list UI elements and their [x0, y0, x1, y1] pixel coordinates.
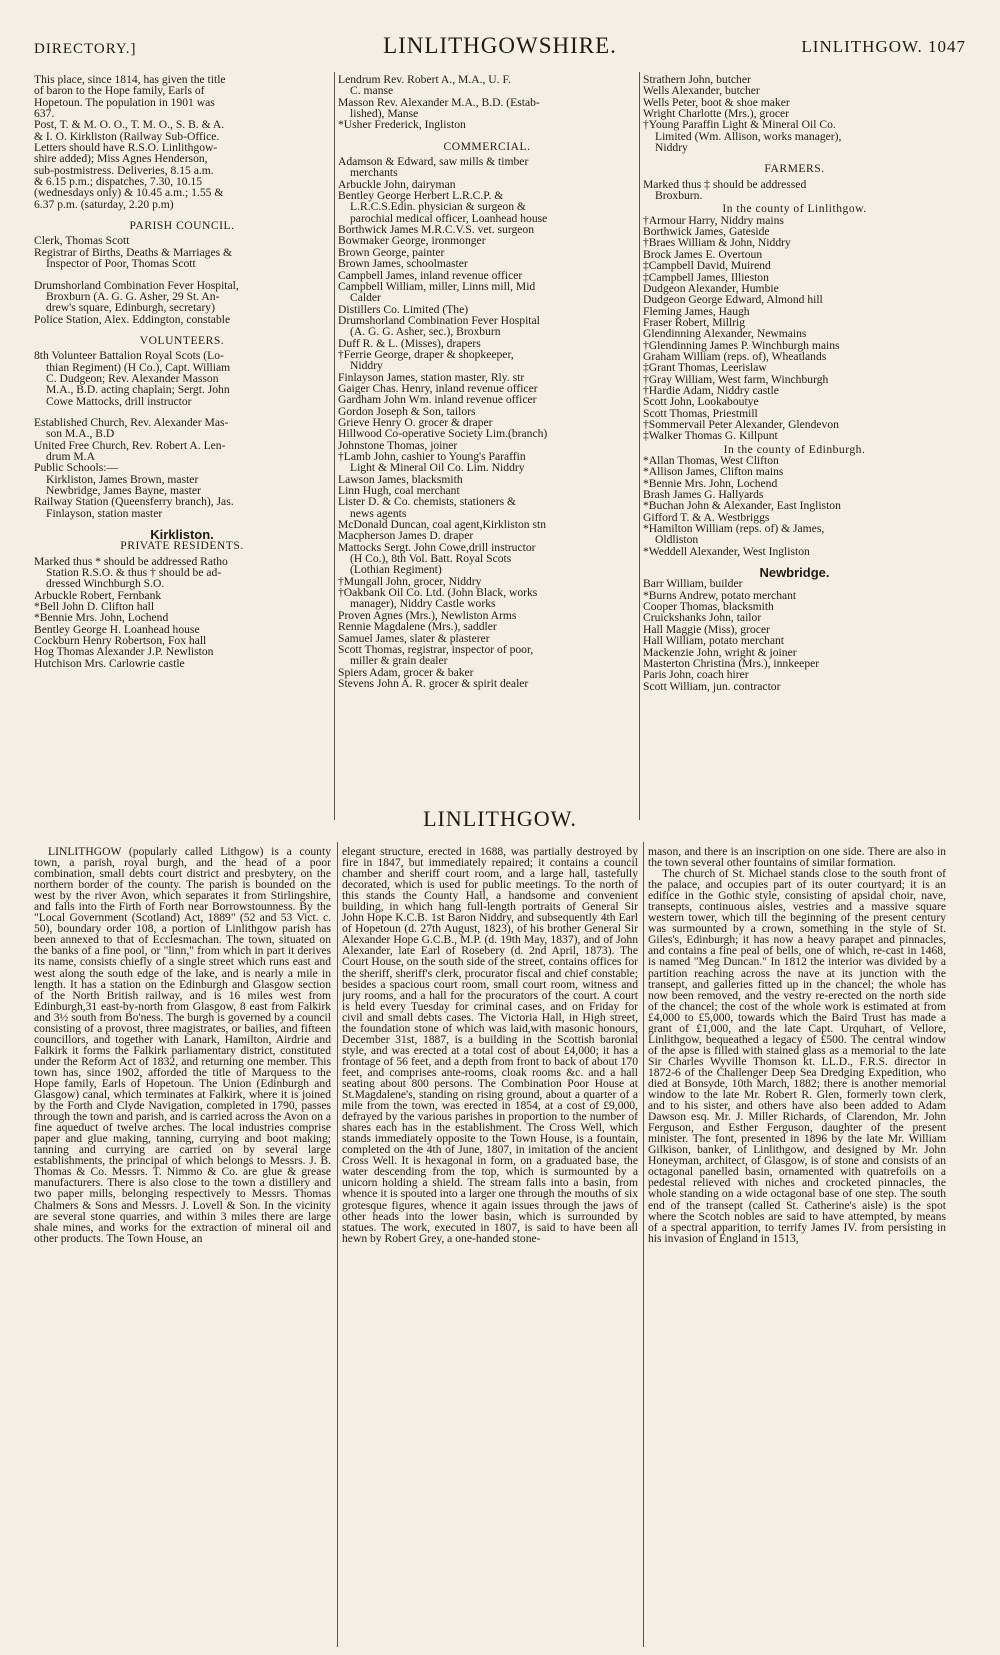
directory-line: Bentley George Herbert L.R.C.P. &	[338, 189, 504, 203]
parish-council-list	[34, 235, 330, 269]
commercial-heading: COMMERCIAL.	[443, 139, 531, 153]
directory-line: Barr William, builder	[643, 577, 743, 591]
directory-line: & 6.15 p.m.; dispatches, 7.30, 10.15	[34, 175, 203, 189]
column-rule	[643, 842, 644, 1647]
directory-line: Niddry	[350, 359, 383, 373]
directory-line: Dudgeon George Edward, Almond hill	[643, 293, 823, 307]
linlithgow-column-1	[34, 846, 331, 1646]
directory-line: Light & Mineral Oil Co. Lim. Niddry	[350, 461, 525, 475]
directory-line: Cruickshanks John, tailor	[643, 611, 762, 625]
directory-line: Kirkliston, James Brown, master	[46, 472, 199, 486]
farmers-linlithgow-list	[643, 215, 946, 442]
parish-council-heading: PARISH COUNCIL.	[129, 219, 235, 233]
directory-line: Scott Thomas, Priestmill	[643, 406, 758, 420]
directory-line: Masson Rev. Alexander M.A., B.D. (Estab-	[338, 95, 540, 109]
directory-line: Marked thus ‡ should be addressed	[643, 177, 807, 191]
directory-line: †Hardie Adam, Niddry castle	[643, 383, 779, 397]
directory-line: †Gray William, West farm, Winchburgh	[643, 372, 829, 386]
directory-line: drew's square, Edinburgh, secretary)	[46, 301, 215, 315]
directory-line: Dudgeon Alexander, Humbie	[643, 281, 779, 295]
directory-line: shire added); Miss Agnes Henderson,	[34, 152, 208, 166]
header-directory: DIRECTORY.]	[34, 41, 137, 57]
directory-line: Post, T. & M. O. O., T. M. O., S. B. & A.	[34, 118, 225, 132]
directory-line: Finlayson James, station master, Rly. str	[338, 370, 525, 384]
directory-line: *Weddell Alexander, West Ingliston	[643, 544, 810, 558]
directory-line: Stevens John A. R. grocer & spirit dealer	[338, 676, 529, 690]
directory-line: & I. O. Kirkliston (Railway Sub-Office.	[34, 129, 220, 143]
directory-line: Grieve Henry O. grocer & draper	[338, 415, 493, 429]
directory-line: †Oakbank Oil Co. Ltd. (John Black, works	[338, 586, 538, 600]
directory-line: Hopetoun. The population in 1901 was	[34, 95, 215, 109]
directory-line: United Free Church, Rev. Robert A. Len-	[34, 438, 226, 452]
directory-line: ‡Grant Thomas, Leerislaw	[643, 361, 767, 375]
directory-line: Borthwick James, Gateside	[643, 225, 770, 239]
directory-line: Hillwood Co-operative Society Lim.(branch)	[338, 427, 548, 441]
commercial-list	[338, 156, 636, 689]
directory-line: 8th Volunteer Battalion Royal Scots (Lo-	[34, 349, 224, 363]
directory-line: Brock James E. Overtoun	[643, 247, 763, 261]
directory-line: Duff R. & L. (Misses), drapers	[338, 336, 481, 350]
linlithgow-column-2	[342, 846, 638, 1646]
directory-line: Drumshorland Combination Fever Hospital	[338, 313, 540, 327]
directory-line: Registrar of Births, Deaths & Marriages &	[34, 245, 233, 259]
kirkliston-intro	[34, 74, 330, 210]
directory-line: Gardham John Wm. inland revenue officer	[338, 393, 537, 407]
farmers-note	[643, 179, 946, 202]
directory-line: Police Station, Alex. Eddington, constable	[34, 312, 231, 326]
directory-line: Johnstone Thomas, joiner	[338, 438, 458, 452]
directory-line: Hall William, potato merchant	[643, 634, 784, 648]
farmers-heading: FARMERS.	[764, 162, 825, 176]
directory-line: merchants	[350, 166, 398, 180]
directory-line: †Sommervail Peter Alexander, Glendevon	[643, 417, 839, 431]
directory-line: M.A., B.D. acting chaplain; Sergt. John	[46, 383, 230, 397]
directory-line: †Lamb John, cashier to Young's Paraffin	[338, 450, 526, 463]
kirkliston-column-2	[338, 74, 636, 822]
linlithgow-title: LINLITHGOW.	[423, 806, 577, 831]
churches-list	[34, 417, 330, 519]
directory-line: Paris John, coach hirer	[643, 668, 749, 682]
directory-line: ‡Campbell James, Illieston	[643, 270, 769, 284]
directory-line: Distillers Co. Limited (The)	[338, 302, 469, 316]
directory-line: Cowe Mattocks, drill instructor	[46, 394, 192, 408]
directory-line: Cooper Thomas, blacksmith	[643, 600, 774, 614]
header-town-page: LINLITHGOW. 1047	[801, 37, 966, 56]
directory-line: Lister D. & Co. chemists, stationers &	[338, 495, 517, 509]
directory-line: *Bennie Mrs. John, Lochend	[34, 611, 169, 625]
newbridge-heading: Newbridge.	[759, 565, 830, 581]
directory-line: Hall Maggie (Miss), grocer	[643, 622, 770, 636]
directory-line: Arbuckle John, dairyman	[338, 177, 456, 191]
directory-line: of baron to the Hope family, Earls of	[34, 84, 205, 98]
directory-line: Lendrum Rev. Robert A., M.A., U. F.	[338, 74, 511, 86]
directory-line: drum M.A	[46, 449, 95, 463]
directory-line: Gifford T. & A. Westbriggs	[643, 510, 770, 524]
directory-line: L.R.C.S.Edin. physician & surgeon &	[350, 200, 526, 214]
directory-line: (A. G. G. Asher, sec.), Broxburn	[350, 325, 501, 339]
linlithgow-column-3	[648, 846, 946, 1646]
directory-line: lished), Manse	[350, 107, 419, 121]
directory-line: 6.37 p.m. (saturday, 2.20 p.m)	[34, 197, 174, 211]
directory-line: Bentley George H. Loanhead house	[34, 622, 200, 636]
directory-line: manager), Niddry Castle works	[350, 597, 496, 611]
directory-line: Macpherson James D. draper	[338, 529, 474, 543]
directory-line: Campbell William, miller, Linns mill, Mid	[338, 279, 536, 293]
directory-line: Scott John, Lookaboutye	[643, 395, 759, 409]
kirkliston-column-3	[643, 74, 946, 822]
directory-line: Railway Station (Queensferry branch), Jas.	[34, 495, 234, 509]
directory-line: dressed Winchburgh S.O.	[46, 577, 165, 591]
directory-line: parochial medical officer, Loanhead house	[350, 211, 548, 225]
directory-line: miller & grain dealer	[350, 654, 448, 668]
farmers-edinburgh-list	[643, 455, 946, 557]
directory-line: Wells Alexander, butcher	[643, 84, 760, 98]
county-linlithgow-heading: In the county of Linlithgow.	[722, 202, 867, 216]
directory-line: Brash James G. Hallyards	[643, 488, 764, 502]
private-residents-heading: PRIVATE RESIDENTS.	[120, 539, 244, 553]
directory-line: Hutchison Mrs. Carlowrie castle	[34, 656, 185, 670]
volunteers-list	[34, 350, 330, 407]
directory-line: †Mungall John, grocer, Niddry	[338, 574, 482, 588]
directory-line: Mattocks Sergt. John Cowe,drill instructor	[338, 540, 536, 554]
directory-line: 637.	[34, 107, 55, 121]
commercial-continued-list	[643, 74, 946, 153]
directory-line: Glendinning Alexander, Newmains	[643, 327, 807, 341]
directory-line: McDonald Duncan, coal agent,Kirkliston stn	[338, 518, 546, 532]
directory-line: †Glendinning James P. Winchburgh mains	[643, 338, 840, 352]
directory-line: Wells Peter, boot & shoe maker	[643, 95, 790, 109]
directory-line: ‡Walker Thomas G. Killpunt	[643, 429, 778, 443]
directory-line: (wednesdays only) & 10.45 a.m.; 1.55 &	[34, 186, 224, 200]
newbridge-list	[643, 578, 946, 691]
directory-line: *Allison James, Clifton mains	[643, 465, 784, 479]
directory-line: Samuel James, slater & plasterer	[338, 631, 490, 645]
private-residents-list	[34, 556, 330, 669]
directory-line: Marked thus * should be addressed Ratho	[34, 554, 228, 568]
directory-line: Linn Hugh, coal merchant	[338, 484, 460, 498]
directory-line: Wright Charlotte (Mrs.), grocer	[643, 107, 790, 121]
directory-line: *Bennie Mrs. John, Lochend	[643, 476, 778, 490]
directory-line: Campbell James, inland revenue officer	[338, 268, 523, 282]
directory-line: Station R.S.O. & thus † should be ad-	[46, 566, 222, 580]
volunteers-heading: VOLUNTEERS.	[139, 333, 225, 347]
directory-line: Scott Thomas, registrar, inspector of poor,	[338, 642, 534, 656]
directory-line: Inspector of Poor, Thomas Scott	[46, 257, 196, 271]
directory-line: Oldliston	[655, 533, 699, 547]
directory-line: †Armour Harry, Niddry mains	[643, 213, 784, 227]
linlithgow-paragraph: mason, and there is an inscription on one side. There are also in the town several other fountains of similar formation.	[648, 846, 946, 870]
column-rule	[337, 842, 338, 1647]
directory-line: Gordon Joseph & Son, tailors	[338, 404, 476, 418]
directory-line: C. Dudgeon; Rev. Alexander Masson	[46, 371, 219, 385]
linlithgow-paragraph: LINLITHGOW (popularly called Lithgow) is a county town, a parish, royal burgh, and the head of a poor combination, small debts court district and presbytery, on the northern border of the county. The parish is bounded on the west by the river Avon, which separates it from Stirlingshire, and falls into the Firth of Forth near Borrowstounness. By the "Local Government (Scotland) Act, 1889" (52 and 53 Vict. c. 50), boundary order 108, a portion of Linlithgow parish has been annexed to that of Ecclesmachan. The town, situated on the banks of a fine pool, or "linn," from which in part it derives its name, consists chiefly of a single street which runs east and west along the south edge of the lake, and is nearly a mile in length. It has a station on the Edinburgh and Glasgow section of the North British railway, and is 16 miles west from Edinburgh,31 east-by-north from Glasgow, 8 east from Falkirk and 3½ south from Bo'ness. The burgh is governed by a council consisting of a provost, three magistrates, or bailies, and fifteen councillors, and together with Lanark, Hamilton, Airdrie and Falkirk it forms the Falkirk parliamentary district, constituted under the Reform Act of 1832, and returning one member. This town has, since 1902, afforded the title of Marquess to the Hope family, Earls of Hopetoun. The Union (Edinburgh and Glasgow) canal, which terminates at Falkirk, where it is joined by the Forth and Clyde Navigation, completed in 1790, passes through the town and parish, and is carried across the Avon on a fine aqueduct of twelve arches. The local industries comprise paper and glue making, tanning, currying and boot making; tanning and currying are carried on by several large establishments, the principal of which belongs to Messrs. J. B. Thomas & Co. Messrs. T. Nimmo & Co. are glue & grease manufacturers. There is also close to the town a distillery and two paper mills, belonging respectively to Messrs. Thomas Chalmers & Sons and Messrs. J. Lovell & Son. In the vicinity are several stone quarries, and within 3 miles there are large shale mines, and works for the extraction of mineral oil and other products. The Town House, an	[34, 846, 331, 1245]
directory-line: Finlayson, station master	[46, 506, 163, 520]
directory-line: This place, since 1814, has given the title	[34, 74, 226, 86]
directory-line: sub-postmistress. Deliveries, 8.15 a.m.	[34, 163, 214, 177]
column-rule	[334, 72, 335, 820]
directory-line: thian Regiment) (H Co.), Capt. William	[46, 360, 231, 374]
directory-line: C. manse	[350, 84, 394, 98]
directory-line: Borthwick James M.R.C.V.S. vet. surgeon	[338, 223, 535, 237]
misc-list	[34, 280, 330, 325]
directory-line: Arbuckle Robert, Fernbank	[34, 588, 162, 602]
directory-line: ‡Campbell David, Muirend	[643, 259, 771, 273]
directory-line: Hog Thomas Alexander J.P. Newliston	[34, 645, 214, 659]
kirkliston-column-1	[34, 74, 330, 822]
directory-line: news agents	[350, 506, 407, 520]
directory-line: Broxburn.	[655, 189, 703, 203]
directory-line: Bowmaker George, ironmonger	[338, 234, 486, 248]
directory-line: Clerk, Thomas Scott	[34, 234, 130, 248]
directory-line: Fraser Robert, Millrig	[643, 315, 746, 329]
directory-line: Graham William (reps. of), Wheatlands	[643, 349, 827, 363]
directory-line: Spiers Adam, grocer & baker	[338, 665, 474, 679]
directory-line: Lawson James, blacksmith	[338, 472, 463, 486]
directory-line: Strathern John, butcher	[643, 74, 751, 86]
directory-line: Established Church, Rev. Alexander Mas-	[34, 415, 229, 429]
header-county: LINLITHGOWSHIRE.	[383, 33, 617, 58]
directory-line: *Buchan John & Alexander, East Ingliston	[643, 499, 841, 513]
column-rule	[639, 72, 640, 820]
kirkliston-heading: Kirkliston.	[150, 527, 214, 543]
directory-line: Public Schools:—	[34, 461, 119, 475]
directory-line: (Lothian Regiment)	[350, 563, 442, 577]
directory-line: Niddry	[655, 141, 688, 155]
directory-line: Proven Agnes (Mrs.), Newliston Arms	[338, 608, 517, 622]
directory-line: *Usher Frederick, Ingliston	[338, 118, 466, 132]
directory-line: Brown James, schoolmaster	[338, 257, 468, 271]
clergy-list	[338, 74, 636, 131]
directory-line: Scott William, jun. contractor	[643, 679, 781, 693]
county-edinburgh-heading: In the county of Edinburgh.	[723, 442, 866, 456]
linlithgow-paragraph: The church of St. Michael stands close to the south front of the palace, and occupies part of its outer courtyard; it is an edifice in the Gothic style, consisting of apsidal choir, nave, transepts, continuous aisles, vestries and a massive square western tower, which till the beginning of the present century was surmounted by a crown, something in the style of St. Giles's, Edinburgh; it has now a heavy parapet and pinnacles, and contains a fine peal of bells, one of which, re-cast in 1468, is named "Meg Duncan." In 1812 the interior was divided by a partition reaching across the nave at its junction with the transept, and galleries fitted up in the chancel; the whole has now been removed, and the vestry re-erected on the north side of the chancel; the cost of the whole work is estimated at from £4,000 to £5,000, towards which the Baird Trust has made a grant of £1,000, and the late Capt. Urquhart, of Vellore, Linlithgow, bequeathed a legacy of £500. The central window of the apse is filled with stained glass as a memorial to the late Sir Charles Wyville Thomson kt. LL.D., F.R.S. director in 1872-6 of the Challenger Deep Sea Dredging Expedition, who died at Bonsyde, 10th March, 1882; there is another memorial window to the late Mr. Robert R. Glen, formerly town clerk, and to his sister, and others have also been added to Adam Dawson esq. Mr. J. Miller Richards, of Clarendon, Mr. John Ferguson, and Esther Ferguson, daughter of the present minister. The font, presented in 1896 by the late Mr. William Gilkison, banker, of Linlithgow, and designed by Mr. John Honeyman, architect, of Glasgow, is of stone and consists of an octagonal panelled basin, ornamented with quatrefoils on a pedestal relieved with niches and crocketed pinnacles, the whole standing on a wide octagonal base of one step. The south end of the transept (called St. Catherine's aisle) is the spot where the Scotch nobles are said to have attempted, by means of a spectral apparition, to terrify James IV. from persisting in his invasion of England in 1513,	[648, 867, 946, 1245]
directory-line: Calder	[350, 291, 381, 305]
directory-line: son M.A., B.D	[46, 427, 115, 441]
directory-line: Rennie Magdalene (Mrs.), saddler	[338, 620, 497, 634]
directory-line: *Burns Andrew, potato merchant	[643, 588, 797, 602]
directory-line: †Young Paraffin Light & Mineral Oil Co.	[643, 118, 836, 132]
directory-line: *Allan Thomas, West Clifton	[643, 454, 779, 467]
directory-line: Mackenzie John, wright & joiner	[643, 645, 797, 659]
directory-line: Brown George, painter	[338, 245, 445, 259]
directory-line: Broxburn (A. G. G. Asher, 29 St. An-	[46, 289, 220, 303]
directory-line: Letters should have R.S.O. Linlithgow-	[34, 141, 218, 155]
directory-line: †Ferrie George, draper & shopkeeper,	[338, 347, 514, 361]
directory-line: *Bell John D. Clifton hall	[34, 600, 155, 614]
linlithgow-paragraph: elegant structure, erected in 1688, was partially destroyed by fire in 1847, but immediately repaired; it contains a council chamber and sheriff court room, and a large hall, tastefully decorated, which is used for public meetings. To the north of this stands the County Hall, a handsome and convenient building, in which hang full-length portraits of General Sir John Hope K.C.B. 1st Baron Niddry, and subsequently 4th Earl of Hopetoun (d. 27th August, 1823), of his brother General Sir Alexander Hope G.C.B., M.P. (d. 19th May, 1837), and of John Alexander, late Earl of Rosebery (d. 2nd April, 1873). The Court House, on the south side of the street, contains offices for the sheriff, sheriff's clerk, procurator fiscal and chief constable; besides a spacious court room, small court room, witness and jury rooms, and a hall for the procurators of the court. A court is held every Tuesday for criminal cases, and on Friday for civil and small debts cases. The Victoria Hall, in High street, the foundation stone of which was laid,with masonic honours, December 31st, 1887, is a building in the Scottish baronial style, and was erected at a total cost of about £4,000; it has a frontage of 56 feet, and a depth from front to back of about 170 feet, and comprises ante-rooms, cloak rooms &c. and a hall seating about 800 persons. The Combination Poor House at St.Magdalene's, standing on rising ground, about a quarter of a mile from the town, was erected in 1854, at a cost of £9,000, defrayed by the various parishes in proportion to the number of shares each has in the establishment. The Cross Well, which stands immediately opposite to the Town House, is a fountain, completed on the 4th of June, 1807, in imitation of the ancient Cross Well. It is hexagonal in form, on a graduated base, the water descending from the top, which is surmounted by a unicorn holding a shield. The stream falls into a basin, from whence it is spouted into a larger one through the mouths of six grotesque figures, whence it again issues through the jaws of other heads into the lower basin, which is surrounded by statues. The work, executed in 1807, is said to have been all hewn by Robert Grey, a one-handed stone-	[342, 846, 638, 1245]
directory-line: Masterton Christina (Mrs.), innkeeper	[643, 656, 820, 670]
directory-line: *Hamilton William (reps. of) & James,	[643, 522, 825, 536]
directory-line: Fleming James, Haugh	[643, 304, 750, 318]
directory-line: Gaiger Chas. Henry, inland revenue officer	[338, 381, 538, 395]
directory-line: Cockburn Henry Robertson, Fox hall	[34, 634, 207, 648]
directory-line: (H Co.), 8th Vol. Batt. Royal Scots	[350, 552, 512, 566]
directory-line: Adamson & Edward, saw mills & timber	[338, 155, 529, 169]
directory-line: †Braes William & John, Niddry	[643, 236, 791, 250]
directory-line: Drumshorland Combination Fever Hospital,	[34, 278, 239, 292]
directory-line: Limited (Wm. Allison, works manager),	[655, 129, 842, 143]
directory-line: Newbridge, James Bayne, master	[46, 484, 201, 497]
page-header	[34, 33, 966, 63]
